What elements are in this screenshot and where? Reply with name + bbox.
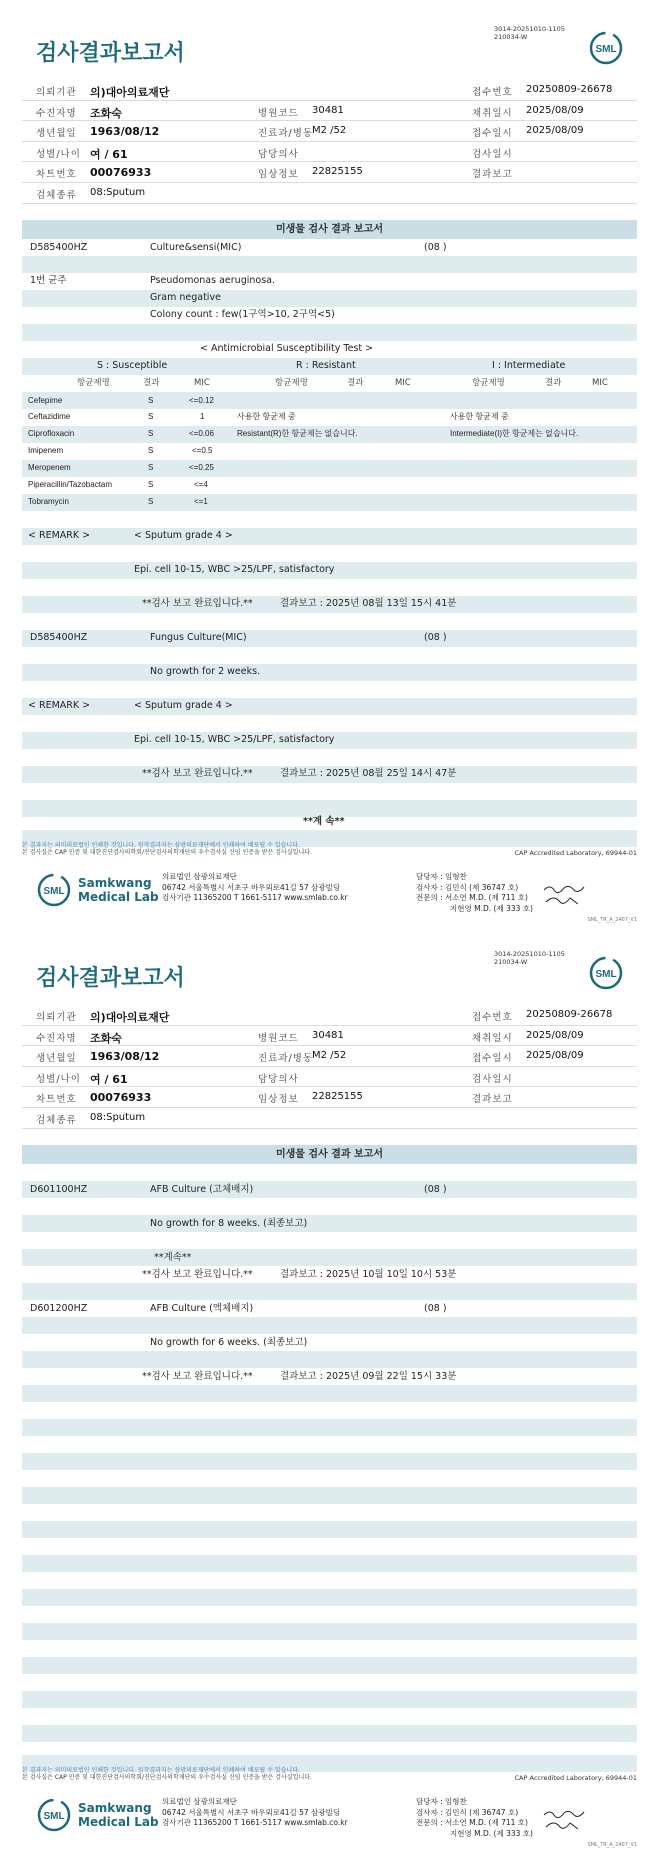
- remark-label: < REMARK >: [28, 530, 91, 541]
- intermediate-note: Intermediate(I)한 항균제는 없습니다.: [450, 429, 579, 438]
- test-name: Culture&sensi(MIC): [150, 242, 242, 253]
- test-code: D601200HZ: [30, 1303, 88, 1314]
- report-title: 검사결과보고서: [36, 41, 185, 66]
- col-mic: MIC: [194, 378, 210, 388]
- drug-mic: <=0.5: [192, 446, 213, 455]
- test-name: AFB Culture (고체배지): [150, 1184, 254, 1195]
- col-drug: 항균제명: [472, 378, 505, 388]
- row-stripe: [22, 1521, 637, 1538]
- intermediate-note-prefix: 사용한 항균제 중: [450, 412, 509, 421]
- sml-logo-icon: [588, 955, 624, 991]
- row-stripe: [22, 1181, 637, 1198]
- staff-info: 담당자 : 임형찬 검사자 : 김민식 (제 36747 호) 전문의 : 서소연 M.D. (제 711 호) 지현영 M.D. (제 333 호): [416, 872, 533, 913]
- patient-info-table: [22, 80, 637, 204]
- drug-name: Piperacillin/Tazobactam: [28, 480, 113, 489]
- row-stripe: [22, 664, 637, 681]
- legend-susceptible: S : Susceptible: [97, 360, 168, 371]
- test-result: No growth for 2 weeks.: [150, 666, 261, 677]
- row-stripe: [22, 528, 637, 545]
- row-stripe: [22, 630, 637, 647]
- test-code: D585400HZ: [30, 632, 88, 643]
- section-title: 미생물 검사 결과 보고서: [22, 1145, 637, 1164]
- row-stripe: [22, 1487, 637, 1504]
- report-time: 결과보고 : 2025년 08월 25일 14시 47분: [280, 768, 457, 779]
- drug-result: S: [148, 429, 154, 438]
- samkwang-logo-icon: [36, 1797, 72, 1833]
- drug-mic: <=0.06: [189, 429, 214, 438]
- drug-result: S: [148, 463, 154, 472]
- gram-stain: Gram negative: [150, 292, 221, 303]
- svg-text:SML: SML: [43, 886, 65, 897]
- drug-mic: 1: [200, 412, 205, 421]
- info-row: 수진자명 조화숙 병원코드 30481 채취일시 2025/08/09: [22, 101, 637, 122]
- info-row: 생년월일 1963/08/12 진료과/병동 M2 /52 접수일시 2025/08/09: [22, 1046, 637, 1067]
- info-row: 검체종류 08:Sputum: [22, 1108, 637, 1129]
- document-id: 3014-20251010-1105 210034-W: [494, 950, 565, 966]
- test-name: AFB Culture (액체배지): [150, 1303, 254, 1314]
- cap-accreditation: CAP Accredited Laboratory, 69944-01: [514, 849, 637, 857]
- ast-title: < Antimicrobial Susceptibility Test >: [200, 343, 374, 354]
- legend-resistant: R : Resistant: [296, 360, 356, 371]
- info-row: 의뢰기관 의)대아의료재단 접수번호 20250809-26678: [22, 1005, 637, 1026]
- report-complete: **검사 보고 완료입니다.**: [142, 1371, 253, 1382]
- drug-name: Imipenem: [28, 446, 64, 455]
- organization-info: 의료법인 삼광의료재단 06742 서울특별시 서초구 바우뫼로41길 57 삼광빌딩 검사기관 11365200 T 1661-5117 www.smlab.co.kr: [162, 872, 348, 902]
- row-stripe: [22, 1215, 637, 1232]
- test-code: D601100HZ: [30, 1184, 88, 1195]
- report-time: 결과보고 : 2025년 08월 13일 15시 41분: [280, 598, 457, 609]
- report-title: 검사결과보고서: [36, 966, 185, 991]
- info-row: 수진자명 조화숙 병원코드 30481 채취일시 2025/08/09: [22, 1026, 637, 1047]
- specimen-code: (08 ): [424, 242, 447, 253]
- report-time: 결과보고 : 2025년 09월 22일 15시 33분: [280, 1371, 457, 1382]
- document-id: 3014-20251010-1105 210034-W: [494, 25, 565, 41]
- organism-name: Pseudomonas aeruginosa.: [150, 275, 275, 286]
- form-code: SML_TR_A_2407_V1: [587, 1842, 637, 1848]
- legend-intermediate: I : Intermediate: [492, 360, 566, 371]
- isolate-label: 1번 균주: [30, 275, 67, 286]
- resistant-note-prefix: 사용한 항균제 중: [237, 412, 296, 421]
- col-mic: MIC: [395, 378, 411, 388]
- drug-mic: <=1: [194, 497, 208, 506]
- row-stripe: [22, 256, 637, 273]
- drug-mic: <=0.25: [189, 463, 214, 472]
- row-stripe: [22, 1283, 637, 1300]
- signature-icon: [540, 882, 590, 908]
- footer-note: 본 결과지는 의미의료법인 인쇄한 것입니다. 원작결과지는 삼광의료재단에서 인쇄하여 배포될 수 있습니다. 본 검사실은 CAP 인증 및 대한진단검사의학회/진단검사의학재단의 우수검사실 신임 인증을 받은 검사실입니다.: [22, 842, 312, 856]
- drug-result: S: [148, 412, 154, 421]
- remark-grade: < Sputum grade 4 >: [134, 530, 233, 541]
- info-row: 차트번호 00076933 임상정보 22825155 결과보고: [22, 162, 637, 183]
- drug-name: Meropenem: [28, 463, 71, 472]
- remark-grade: < Sputum grade 4 >: [134, 700, 233, 711]
- drug-name: Ceftazidime: [28, 412, 71, 421]
- staff-info: 담당자 : 임형찬 검사자 : 김민식 (제 36747 호) 전문의 : 서소연 M.D. (제 711 호) 지현영 M.D. (제 333 호): [416, 1797, 533, 1838]
- row-stripe: [22, 460, 637, 477]
- info-row: 성별/나이 여 / 61 담당의사 검사일시: [22, 142, 637, 163]
- info-row: 성별/나이 여 / 61 담당의사 검사일시: [22, 1067, 637, 1088]
- test-code: D585400HZ: [30, 242, 88, 253]
- info-row: 생년월일 1963/08/12 진료과/병동 M2 /52 접수일시 2025/08/09: [22, 121, 637, 142]
- continued-marker: **계속**: [154, 1252, 192, 1263]
- section-title: 미생물 검사 결과 보고서: [22, 220, 637, 239]
- specimen-code: (08 ): [424, 1184, 447, 1195]
- specimen-code: (08 ): [424, 1303, 447, 1314]
- report-complete: **검사 보고 완료입니다.**: [142, 768, 253, 779]
- info-row: 의뢰기관 의)대아의료재단 접수번호 20250809-26678: [22, 80, 637, 101]
- resistant-note: Resistant(R)한 항균제는 없습니다.: [237, 429, 358, 438]
- row-stripe: [22, 1725, 637, 1742]
- signature-icon: [540, 1807, 590, 1833]
- svg-text:SML: SML: [43, 1811, 65, 1822]
- col-result: 결과: [545, 378, 562, 388]
- samkwang-logo-text: Samkwang Medical Lab: [78, 876, 159, 904]
- patient-info-table: [22, 1005, 637, 1129]
- cap-accreditation: CAP Accredited Laboratory, 69944-01: [514, 1774, 637, 1782]
- report-time: 결과보고 : 2025년 10월 10일 10시 53분: [280, 1269, 457, 1280]
- sml-logo-icon: [588, 30, 624, 66]
- col-result: 결과: [143, 378, 160, 388]
- samkwang-logo-text: Samkwang Medical Lab: [78, 1801, 159, 1829]
- info-row: 차트번호 00076933 임상정보 22825155 결과보고: [22, 1087, 637, 1108]
- continued-marker: **계 속**: [303, 816, 345, 827]
- row-stripe: [22, 290, 637, 307]
- info-row: 검체종류 08:Sputum: [22, 183, 637, 204]
- remark-text: Epi. cell 10-15, WBC >25/LPF, satisfactory: [134, 734, 335, 745]
- test-name: Fungus Culture(MIC): [150, 632, 247, 643]
- svg-text:SML: SML: [595, 969, 617, 980]
- remark-label: < REMARK >: [28, 700, 91, 711]
- drug-mic: <=4: [194, 480, 208, 489]
- organization-info: 의료법인 삼광의료재단 06742 서울특별시 서초구 바우뫼로41길 57 삼광빌딩 검사기관 11365200 T 1661-5117 www.smlab.co.kr: [162, 1797, 348, 1827]
- row-stripe: [22, 1351, 637, 1368]
- drug-result: S: [148, 446, 154, 455]
- row-stripe: [22, 698, 637, 715]
- remark-text: Epi. cell 10-15, WBC >25/LPF, satisfactory: [134, 564, 335, 575]
- row-stripe: [22, 1589, 637, 1606]
- row-stripe: [22, 494, 637, 511]
- drug-name: Tobramycin: [28, 497, 69, 506]
- report-complete: **검사 보고 완료입니다.**: [142, 1269, 253, 1280]
- row-stripe: [22, 392, 637, 409]
- col-drug: 항균제명: [275, 378, 308, 388]
- samkwang-logo-icon: [36, 872, 72, 908]
- footer-note: 본 결과지는 의미의료법인 인쇄한 것입니다. 원작결과지는 삼광의료재단에서 인쇄하여 배포될 수 있습니다. 본 검사실은 CAP 인증 및 대한진단검사의학회/진단검사의학재단의 우수검사실 신임 인증을 받은 검사실입니다.: [22, 1767, 312, 1781]
- row-stripe: [22, 1657, 637, 1674]
- specimen-code: (08 ): [424, 632, 447, 643]
- col-mic: MIC: [592, 378, 608, 388]
- row-stripe: [22, 1419, 637, 1436]
- row-stripe: [22, 1623, 637, 1640]
- row-stripe: [22, 1249, 637, 1266]
- test-result: No growth for 8 weeks. (최종보고): [150, 1218, 308, 1229]
- report-page-2: [0, 925, 655, 1850]
- drug-result: S: [148, 396, 154, 405]
- row-stripe: [22, 324, 637, 341]
- row-stripe: [22, 1555, 637, 1572]
- row-stripe: [22, 1453, 637, 1470]
- colony-count: Colony count : few(1구역>10, 2구역<5): [150, 309, 335, 320]
- row-stripe: [22, 1317, 637, 1334]
- col-drug: 항균제명: [77, 378, 110, 388]
- row-stripe: [22, 1691, 637, 1708]
- drug-name: Cefepime: [28, 396, 63, 405]
- drug-result: S: [148, 480, 154, 489]
- col-result: 결과: [347, 378, 364, 388]
- row-stripe: [22, 800, 637, 817]
- row-stripe: [22, 1385, 637, 1402]
- drug-name: Ciprofloxacin: [28, 429, 75, 438]
- drug-result: S: [148, 497, 154, 506]
- drug-mic: <=0.12: [189, 396, 214, 405]
- report-complete: **검사 보고 완료입니다.**: [142, 598, 253, 609]
- form-code: SML_TR_A_2407_V1: [587, 917, 637, 923]
- test-result: No growth for 6 weeks. (최종보고): [150, 1337, 308, 1348]
- svg-text:SML: SML: [595, 44, 617, 55]
